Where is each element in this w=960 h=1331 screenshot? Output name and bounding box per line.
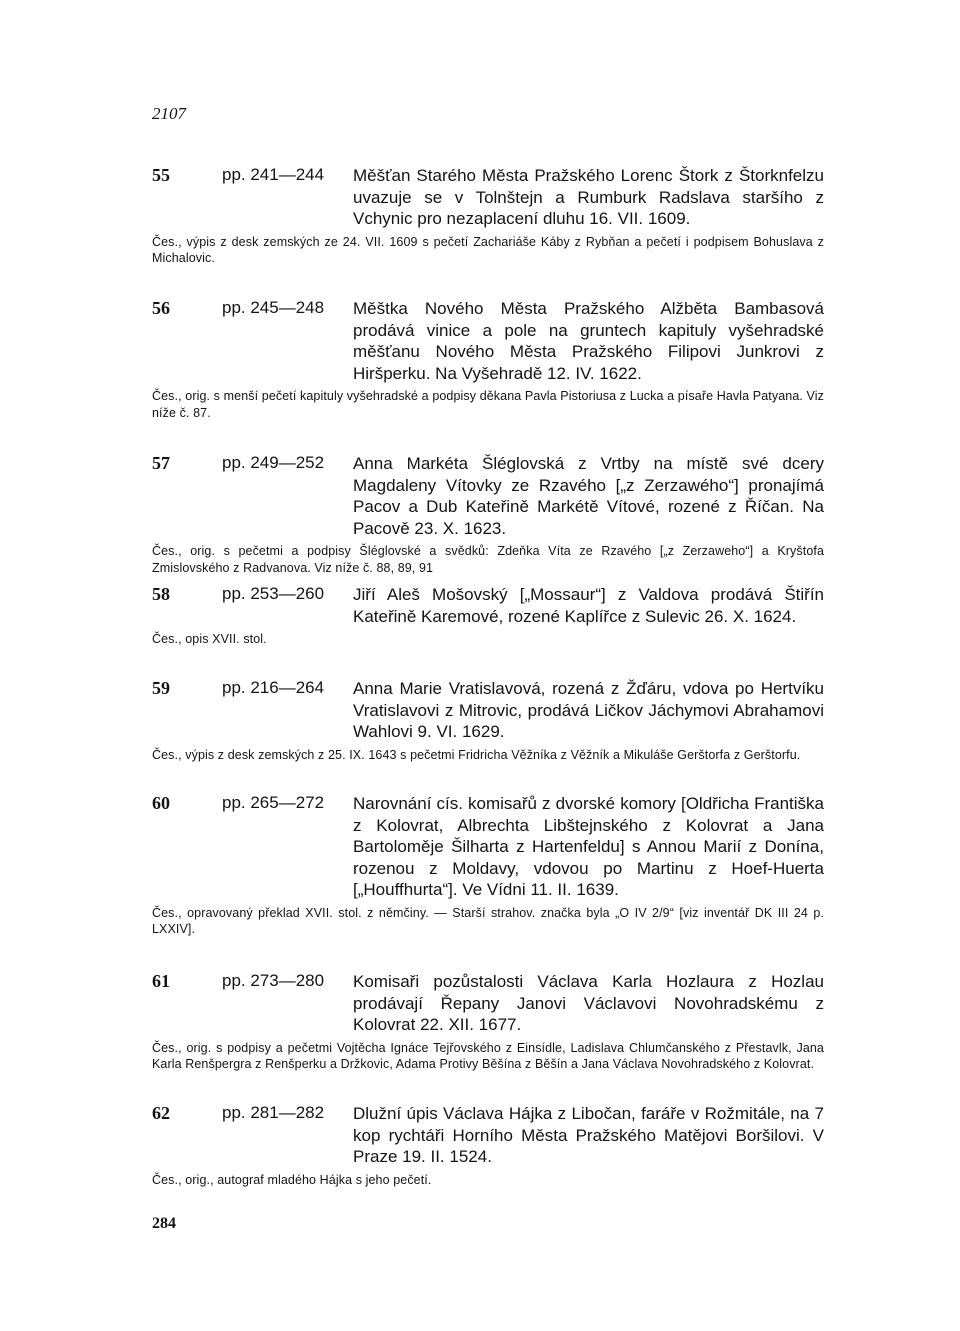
entry-note: Čes., orig. s pečetmi a podpisy Šléglovské a svědků: Zdeňka Víta ze Rzavého [„z Zerzaweho“] a Kryštofa Zmislovského z Radvanova. Viz níže č. 88, 89, 91 [152,544,824,575]
entry-note: Čes., výpis z desk zemských z 25. IX. 1643 s pečetmi Fridricha Věžníka z Věžník a Mikuláše Gerštorfa z Gerštorfu. [152,747,801,762]
entry-pages: pp. 281—282 [222,1103,325,1122]
entry-55 [152,165,832,267]
entry-note: Čes., výpis z desk zemských ze 24. VII. 1609 s pečetí Zachariáše Káby z Rybňan a pečetí i podpisem Bohuslava z Michalovic. [152,234,824,265]
entry-number: 58 [152,584,170,604]
entry-number: 56 [152,298,170,318]
entry-pages: pp. 241—244 [222,165,325,184]
entry-note: Čes., orig. s podpisy a pečetmi Vojtěcha Ignáce Tejřovského z Einsídle, Ladislava Chlumčanského z Přestavlk, Jana Karla Renšpergra z Renšperku a Držkovic, Adama Protivy Běšína z Běšín a Jana Václava Novohradského z Kolovrat. [152,1040,824,1071]
entry-note: Čes., orig., autograf mladého Hájka s jeho pečetí. [152,1172,432,1187]
entry-title: Jiří Aleš Mošovský [„Mossaur“] z Valdova prodává Štiřín Kateřině Karemové, rozené Kaplířce z Sulevic 26. X. 1624. [353,585,824,626]
entry-note: Čes., orig. s menší pečetí kapituly vyšehradské a podpisy děkana Pavla Pistoriusa z Lucka a písaře Havla Patyana. Viz níže č. 87. [152,389,824,420]
page-header-number: 2107 [152,104,186,123]
entry-head [152,793,832,901]
entry-62 [152,1103,832,1188]
entry-pages: pp. 253—260 [222,584,325,603]
entry-pages: pp. 249—252 [222,453,325,472]
entry-title: Komisaři pozůstalosti Václava Karla Hozlaura z Hozlau prodávají Řepany Janovi Václavovi Novohradskému z Kolovrat 22. XII. 1677. [353,972,824,1034]
entry-title: Dlužní úpis Václava Hájka z Libočan, faráře v Rožmitále, na 7 kop rychtáři Horního Města Pražského Matějovi Boršilovi. V Praze 19. II. 1524. [353,1104,824,1166]
entry-head [152,1103,832,1168]
entry-title: Anna Markéta Šléglovská z Vrtby na místě své dcery Magdaleny Vítovky ze Rzavého [„z Zerzawého“] pronajímá Pacov a Dub Kateřině Markétě Vítové, rozené z Říčan. Na Pacově 23. X. 1623. [353,454,824,538]
entry-title: Anna Marie Vratislavová, rozená z Žďáru, vdova po Hertvíku Vratislavovi z Mitrovic, prodává Ličkov Jáchymovi Abrahamovi Wahlovi 9. VI. 1629. [353,679,824,741]
page-footer-number: 284 [152,1215,176,1232]
entry-pages: pp. 265—272 [222,793,325,812]
entry-number: 55 [152,165,170,185]
entry-pages: pp. 273—280 [222,971,325,990]
entry-61 [152,971,832,1073]
entry-number: 62 [152,1103,170,1123]
entry-head [152,298,832,384]
entry-pages: pp. 245—248 [222,298,325,317]
entry-59 [152,678,832,763]
entry-title: Měštka Nového Města Pražského Alžběta Bambasová prodává vinice a pole na gruntech kapituly vyšehradské měšťanu Nového Města Pražského Filipovi Junkrovi z Hiršperku. Na Vyšehradě 12. IV. 1622. [353,299,824,383]
entry-head [152,971,832,1036]
entry-title: Narovnání cís. komisařů z dvorské komory [Oldřicha Františka z Kolovrat, Albrechta Libštejnského z Kolovrat a Jana Bartoloměje Šilharta z Hartenfeldu] s Annou Marií z Donína, rozenou z Moldavy, vdovou po Martinu z Hoef-Huerta [„Houffhurta“]. Ve Vídni 11. II. 1639. [353,794,824,899]
entry-note: Čes., opravovaný překlad XVII. stol. z němčiny. — Starší strahov. značka byla „O IV 2/9“ [viz inventář DK III 24 p. LXXIV]. [152,905,824,936]
entry-58 [152,584,832,648]
entry-57 [152,453,832,576]
entry-number: 59 [152,678,170,698]
entry-56 [152,298,832,421]
entry-title: Měšťan Starého Města Pražského Lorenc Štork z Štorknfelzu uvazuje se v Tolnštejn a Rumburk Radslava staršího z Vchynic pro nezaplacení dluhu 16. VII. 1609. [353,166,824,228]
entry-number: 57 [152,453,170,473]
entry-60 [152,793,832,938]
entry-note: Čes., opis XVII. stol. [152,632,267,646]
entry-head [152,678,832,743]
entry-number: 60 [152,793,170,813]
entry-head [152,165,832,230]
entry-pages: pp. 216—264 [222,678,325,697]
entry-head [152,453,832,539]
entry-head [152,584,832,627]
entry-number: 61 [152,971,170,991]
